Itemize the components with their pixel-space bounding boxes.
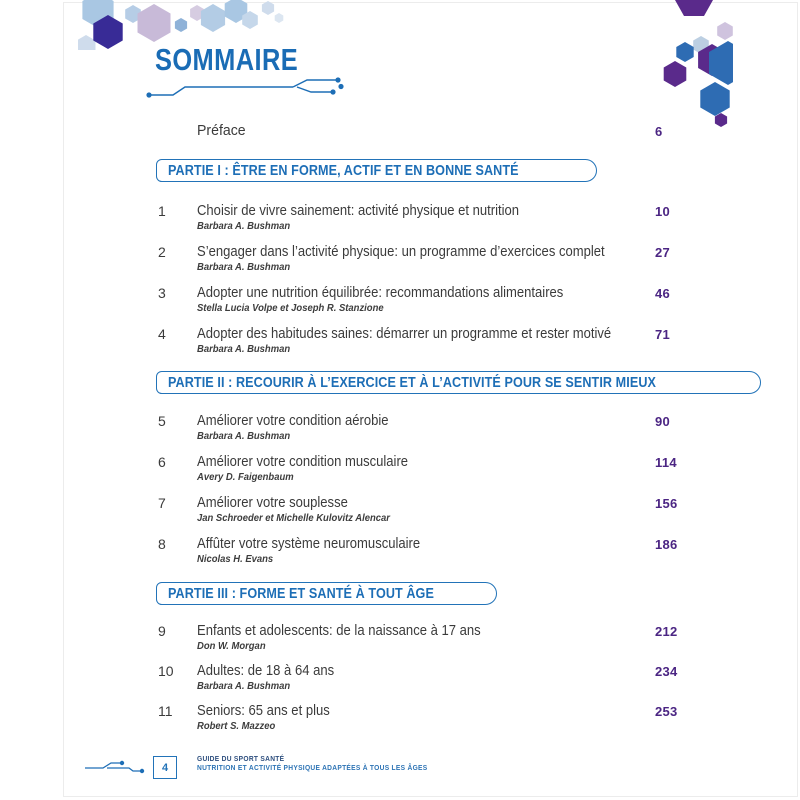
chapter-title: Adopter des habitudes saines: démarrer un programme et rester motivé bbox=[197, 326, 612, 342]
chapter-author: Jan Schroeder et Michelle Kulovitz Alencar bbox=[197, 512, 390, 524]
chapter-row bbox=[0, 285, 800, 321]
chapter-author: Stella Lucia Volpe et Joseph R. Stanzione bbox=[197, 302, 384, 314]
chapter-row bbox=[0, 454, 800, 490]
chapter-title: Améliorer votre condition aérobie bbox=[197, 413, 389, 429]
chapter-title: Enfants et adolescents: de la naissance à 17 ans bbox=[197, 623, 481, 639]
chapter-number: 2 bbox=[158, 244, 166, 260]
footer-book-subtitle: NUTRITION ET ACTIVITÉ PHYSIQUE ADAPTÉES À TOUS LES ÂGES bbox=[197, 765, 428, 772]
part-2-header-label: PARTIE II : RECOURIR À L’EXERCICE ET À L’ACTIVITÉ POUR SE SENTIR MIEUX bbox=[168, 374, 657, 391]
chapter-page-number: 90 bbox=[655, 414, 671, 429]
chapter-page-number: 27 bbox=[655, 245, 671, 260]
chapter-page-number: 253 bbox=[655, 704, 678, 719]
chapter-title: Choisir de vivre sainement: activité physique et nutrition bbox=[197, 203, 520, 219]
footer-book-title: GUIDE DU SPORT SANTÉ bbox=[197, 756, 285, 763]
chapter-row bbox=[0, 663, 800, 699]
chapter-number: 11 bbox=[158, 703, 173, 719]
chapter-title: Adopter une nutrition équilibrée: recommandations alimentaires bbox=[197, 285, 564, 301]
chapter-author: Avery D. Faigenbaum bbox=[197, 471, 294, 483]
chapter-page-number: 10 bbox=[655, 204, 671, 219]
chapter-number: 9 bbox=[158, 623, 166, 639]
chapter-row bbox=[0, 203, 800, 239]
footer-page-number: 4 bbox=[153, 756, 177, 779]
chapter-author: Barbara A. Bushman bbox=[197, 261, 291, 273]
part-1-header bbox=[156, 159, 597, 182]
part-3-header bbox=[156, 582, 497, 605]
chapter-title: Adultes: de 18 à 64 ans bbox=[197, 663, 335, 679]
chapter-author: Barbara A. Bushman bbox=[197, 680, 291, 692]
chapter-row bbox=[0, 495, 800, 531]
chapter-row bbox=[0, 244, 800, 280]
chapter-number: 4 bbox=[158, 326, 166, 342]
part-1-header-label: PARTIE I : ÊTRE EN FORME, ACTIF ET EN BONNE SANTÉ bbox=[168, 162, 519, 179]
chapter-title: Améliorer votre souplesse bbox=[197, 495, 348, 511]
chapter-page-number: 186 bbox=[655, 537, 678, 552]
preface-page-number: 6 bbox=[655, 124, 663, 139]
chapter-number: 6 bbox=[158, 454, 166, 470]
chapter-title: Seniors: 65 ans et plus bbox=[197, 703, 330, 719]
chapter-number: 1 bbox=[158, 203, 166, 219]
chapter-title: S’engager dans l’activité physique: un programme d’exercices complet bbox=[197, 244, 605, 260]
chapter-number: 8 bbox=[158, 536, 166, 552]
chapter-title: Affûter votre système neuromusculaire bbox=[197, 536, 421, 552]
chapter-number: 7 bbox=[158, 495, 166, 511]
chapter-author: Barbara A. Bushman bbox=[197, 430, 291, 442]
chapter-page-number: 46 bbox=[655, 286, 671, 301]
chapter-number: 10 bbox=[158, 663, 174, 679]
chapter-author: Barbara A. Bushman bbox=[197, 220, 291, 232]
chapter-row bbox=[0, 326, 800, 362]
part-3-header-label: PARTIE III : FORME ET SANTÉ À TOUT ÂGE bbox=[168, 585, 434, 602]
chapter-row bbox=[0, 536, 800, 572]
chapter-page-number: 212 bbox=[655, 624, 678, 639]
chapter-author: Barbara A. Bushman bbox=[197, 343, 291, 355]
part-2-header bbox=[156, 371, 761, 394]
chapter-row bbox=[0, 703, 800, 739]
chapter-page-number: 156 bbox=[655, 496, 678, 511]
chapter-number: 5 bbox=[158, 413, 166, 429]
chapter-row bbox=[0, 413, 800, 449]
chapter-page-number: 114 bbox=[655, 455, 677, 470]
chapter-row bbox=[0, 623, 800, 659]
chapter-page-number: 234 bbox=[655, 664, 678, 679]
chapter-page-number: 71 bbox=[655, 327, 671, 342]
chapter-author: Don W. Morgan bbox=[197, 640, 266, 652]
preface-label: Préface bbox=[197, 122, 246, 139]
circuit-line-decoration-icon bbox=[142, 77, 348, 99]
chapter-number: 3 bbox=[158, 285, 166, 301]
chapter-author: Robert S. Mazzeo bbox=[197, 720, 276, 732]
footer-circuit-line-icon bbox=[84, 758, 150, 776]
hexagon-decoration-top-right-icon bbox=[655, 0, 733, 130]
page-title: SOMMAIRE bbox=[155, 42, 299, 77]
chapter-title: Améliorer votre condition musculaire bbox=[197, 454, 409, 470]
chapter-author: Nicolas H. Evans bbox=[197, 553, 274, 565]
